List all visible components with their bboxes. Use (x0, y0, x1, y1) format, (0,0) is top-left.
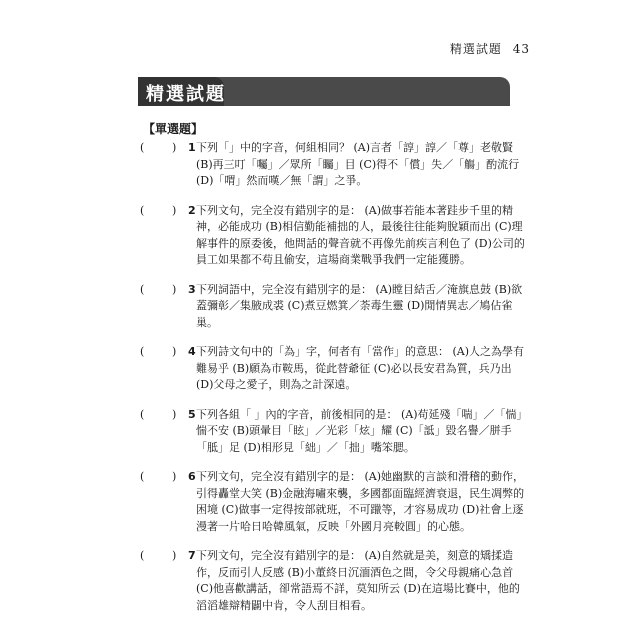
question-text: 下列文句，完全沒有錯別字的是： (A)自然就是美，刻意的矯揉造作，反而引人反感 (B)小董終日沉湎酒色之間，令父母親痛心急首 (C)他喜歡講話，卻常語焉不詳，莫知所云 (D)在這場比賽中，他的滔滔雄辯精闢中肯，令人刮目相看。 (196, 549, 520, 612)
answer-paren-close[interactable]: ) (172, 282, 177, 296)
running-header (420, 40, 530, 57)
question-number: 7 (188, 549, 196, 562)
answer-paren-close[interactable]: ) (172, 470, 177, 483)
page-title: 精選試題 (146, 84, 226, 105)
answer-paren-open[interactable]: ( (140, 407, 145, 421)
answer-paren-open[interactable]: ( (140, 345, 145, 358)
answer-paren-open[interactable]: ( (140, 141, 145, 154)
section-label: 【單選題】 (143, 122, 204, 136)
answer-paren-open[interactable]: ( (140, 470, 145, 483)
answer-paren-close[interactable]: ) (172, 141, 177, 154)
running-title: 精選試題 (449, 42, 502, 56)
question-item (140, 140, 530, 190)
question-number: 2 (188, 203, 196, 217)
question-number: 5 (188, 407, 196, 421)
answer-paren-close[interactable]: ) (172, 407, 177, 421)
answer-paren-close[interactable]: ) (172, 549, 177, 562)
question-number: 4 (188, 345, 196, 358)
question-text: 下列詞語中，完全沒有錯別字的是： (A)瞠目結舌／淹旗息鼓 (B)欲蓋彌彰／集腋成裘 (C)煮豆燃箕／荼毒生靈 (D)閒情異志／鳩佔雀巢。 (196, 282, 523, 329)
answer-paren-open[interactable]: ( (140, 282, 145, 296)
answer-paren-open[interactable]: ( (140, 549, 145, 562)
question-item (140, 407, 530, 457)
question-item (140, 282, 530, 332)
question-item (140, 203, 530, 269)
question-item (140, 469, 530, 535)
question-item (140, 344, 530, 394)
question-text: 下列各組「 」內的字音，前後相同的是： (A)苟延殘「喘」／「惴」惴不安 (B)頭暈目「眩」／光彩「炫」耀 (C)「詆」毀名譽／胼手「胝」足 (D)相形見「絀」／「拙」嘴笨腮。 (196, 407, 528, 454)
answer-paren-close[interactable]: ) (172, 345, 177, 358)
question-number: 3 (188, 282, 196, 296)
question-item (140, 548, 530, 614)
question-number: 1 (188, 141, 196, 154)
answer-paren-open[interactable]: ( (140, 203, 145, 217)
question-text: 下列文句，完全沒有錯別字的是： (A)做事若能本著跬步千里的精神，必能成功 (B)相信勤能補拙的人，最後往往能夠脫穎而出 (C)理解事件的原委後，他問話的聲音就不再像先前疾言利色了 (D)公司的員工如果都不苟且偷安，這場商業戰爭我們一定能獲勝。 (196, 203, 525, 266)
question-list (140, 140, 530, 627)
question-number: 6 (188, 470, 196, 483)
page-number: 43 (512, 42, 530, 56)
question-text: 下列詩文句中的「為」字，何者有「當作」的意思： (A)人之為學有難易乎 (B)願為市鞍馬，從此替爺征 (C)必以長安君為質，兵乃出 (D)父母之愛子，則為之計深遠。 (196, 345, 525, 391)
question-text: 下列文句，完全沒有錯別字的是： (A)她幽默的言談和滑稽的動作，引得轟堂大笑 (B)金融海嘯來襲，多國都面臨經濟衰退，民生凋弊的困境 (C)做事一定得按部就班，不可躐等，才容易成功 (D)社會上逐漫著一片哈日哈韓風氣，反映「外國月亮較圓」的心態。 (196, 470, 525, 533)
answer-paren-close[interactable]: ) (172, 203, 177, 217)
question-text: 下列「」中的字音，何組相同？ (A)言者「諄」諄／「尊」老敬賢 (B)再三叮「囑」／眾所「矚」目 (C)得不「償」失／「觴」酌流行 (D)「喟」然而嘆／無「謂」之爭。 (196, 141, 520, 187)
